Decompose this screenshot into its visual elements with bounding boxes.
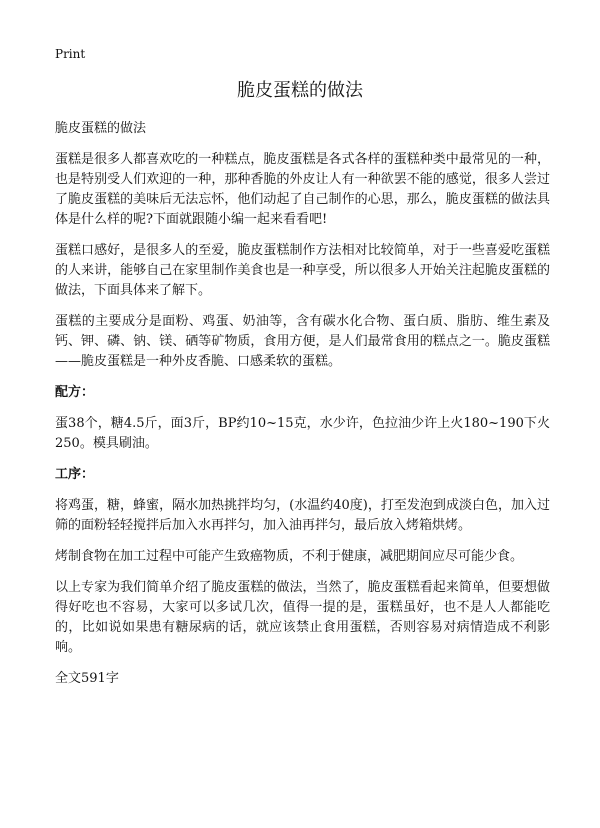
- intro-paragraph: 蛋糕口感好，是很多人的至爱，脆皮蛋糕制作方法相对比较简单，对于一些喜爱吃蛋糕的人来讲，能够自己在家里制作美食也是一种享受，所以很多人开始关注起脆皮蛋糕的做法，下面具体来了解下。: [55, 243, 550, 298]
- process-heading: 工序：: [55, 467, 95, 482]
- recipe-paragraph: 蛋38个，糖4.5斤，面3斤，BP约10~15克，水少许，色拉油少许上火180~190下火250。模具刷油。: [55, 416, 550, 451]
- article-subtitle: 脆皮蛋糕的做法: [55, 121, 147, 136]
- recipe-heading: 配方：: [55, 385, 95, 400]
- page-title: 脆皮蛋糕的做法: [237, 80, 363, 101]
- process-paragraph: 烤制食物在加工过程中可能产生致癌物质，不利于健康，减肥期间应尽可能少食。: [55, 549, 524, 564]
- process-paragraph: 以上专家为我们简单介绍了脆皮蛋糕的做法，当然了，脆皮蛋糕看起来简单，但要想做得好吃也不容易，大家可以多试几次，值得一提的是，蛋糕虽好，也不是人人都能吃的，比如说如果患有糖尿病的话，就应该禁止食用蛋糕，否则容易对病情造成不利影响。: [55, 580, 550, 655]
- process-paragraph: 将鸡蛋，糖，蜂蜜，隔水加热挑拌均匀，(水温约40度)，打至发泡到成淡白色，加入过筛的面粉轻轻搅拌后加入水再拌匀，加入油再拌匀，最后放入烤箱烘烤。: [55, 498, 550, 533]
- word-count: 全文591字: [55, 671, 119, 686]
- print-link[interactable]: Print: [55, 47, 86, 61]
- intro-paragraph: 蛋糕是很多人都喜欢吃的一种糕点，脆皮蛋糕是各式各样的蛋糕种类中最常见的一种，也是特别受人们欢迎的一种，那种香脆的外皮让人有一种欲罢不能的感觉，很多人尝过了脆皮蛋糕的美味后无法忘怀，他们动起了自己制作的心思，那么，脆皮蛋糕的做法具体是什么样的呢?下面就跟随小编一起来看看吧!: [55, 152, 550, 227]
- intro-paragraph: 蛋糕的主要成分是面粉、鸡蛋、奶油等，含有碳水化合物、蛋白质、脂肪、维生素及钙、钾、磷、钠、镁、硒等矿物质，食用方便，是人们最常食用的糕点之一。脆皮蛋糕——脆皮蛋糕是一种外皮香脆、口感柔软的蛋糕。: [55, 314, 550, 369]
- article-body: [55, 119, 550, 689]
